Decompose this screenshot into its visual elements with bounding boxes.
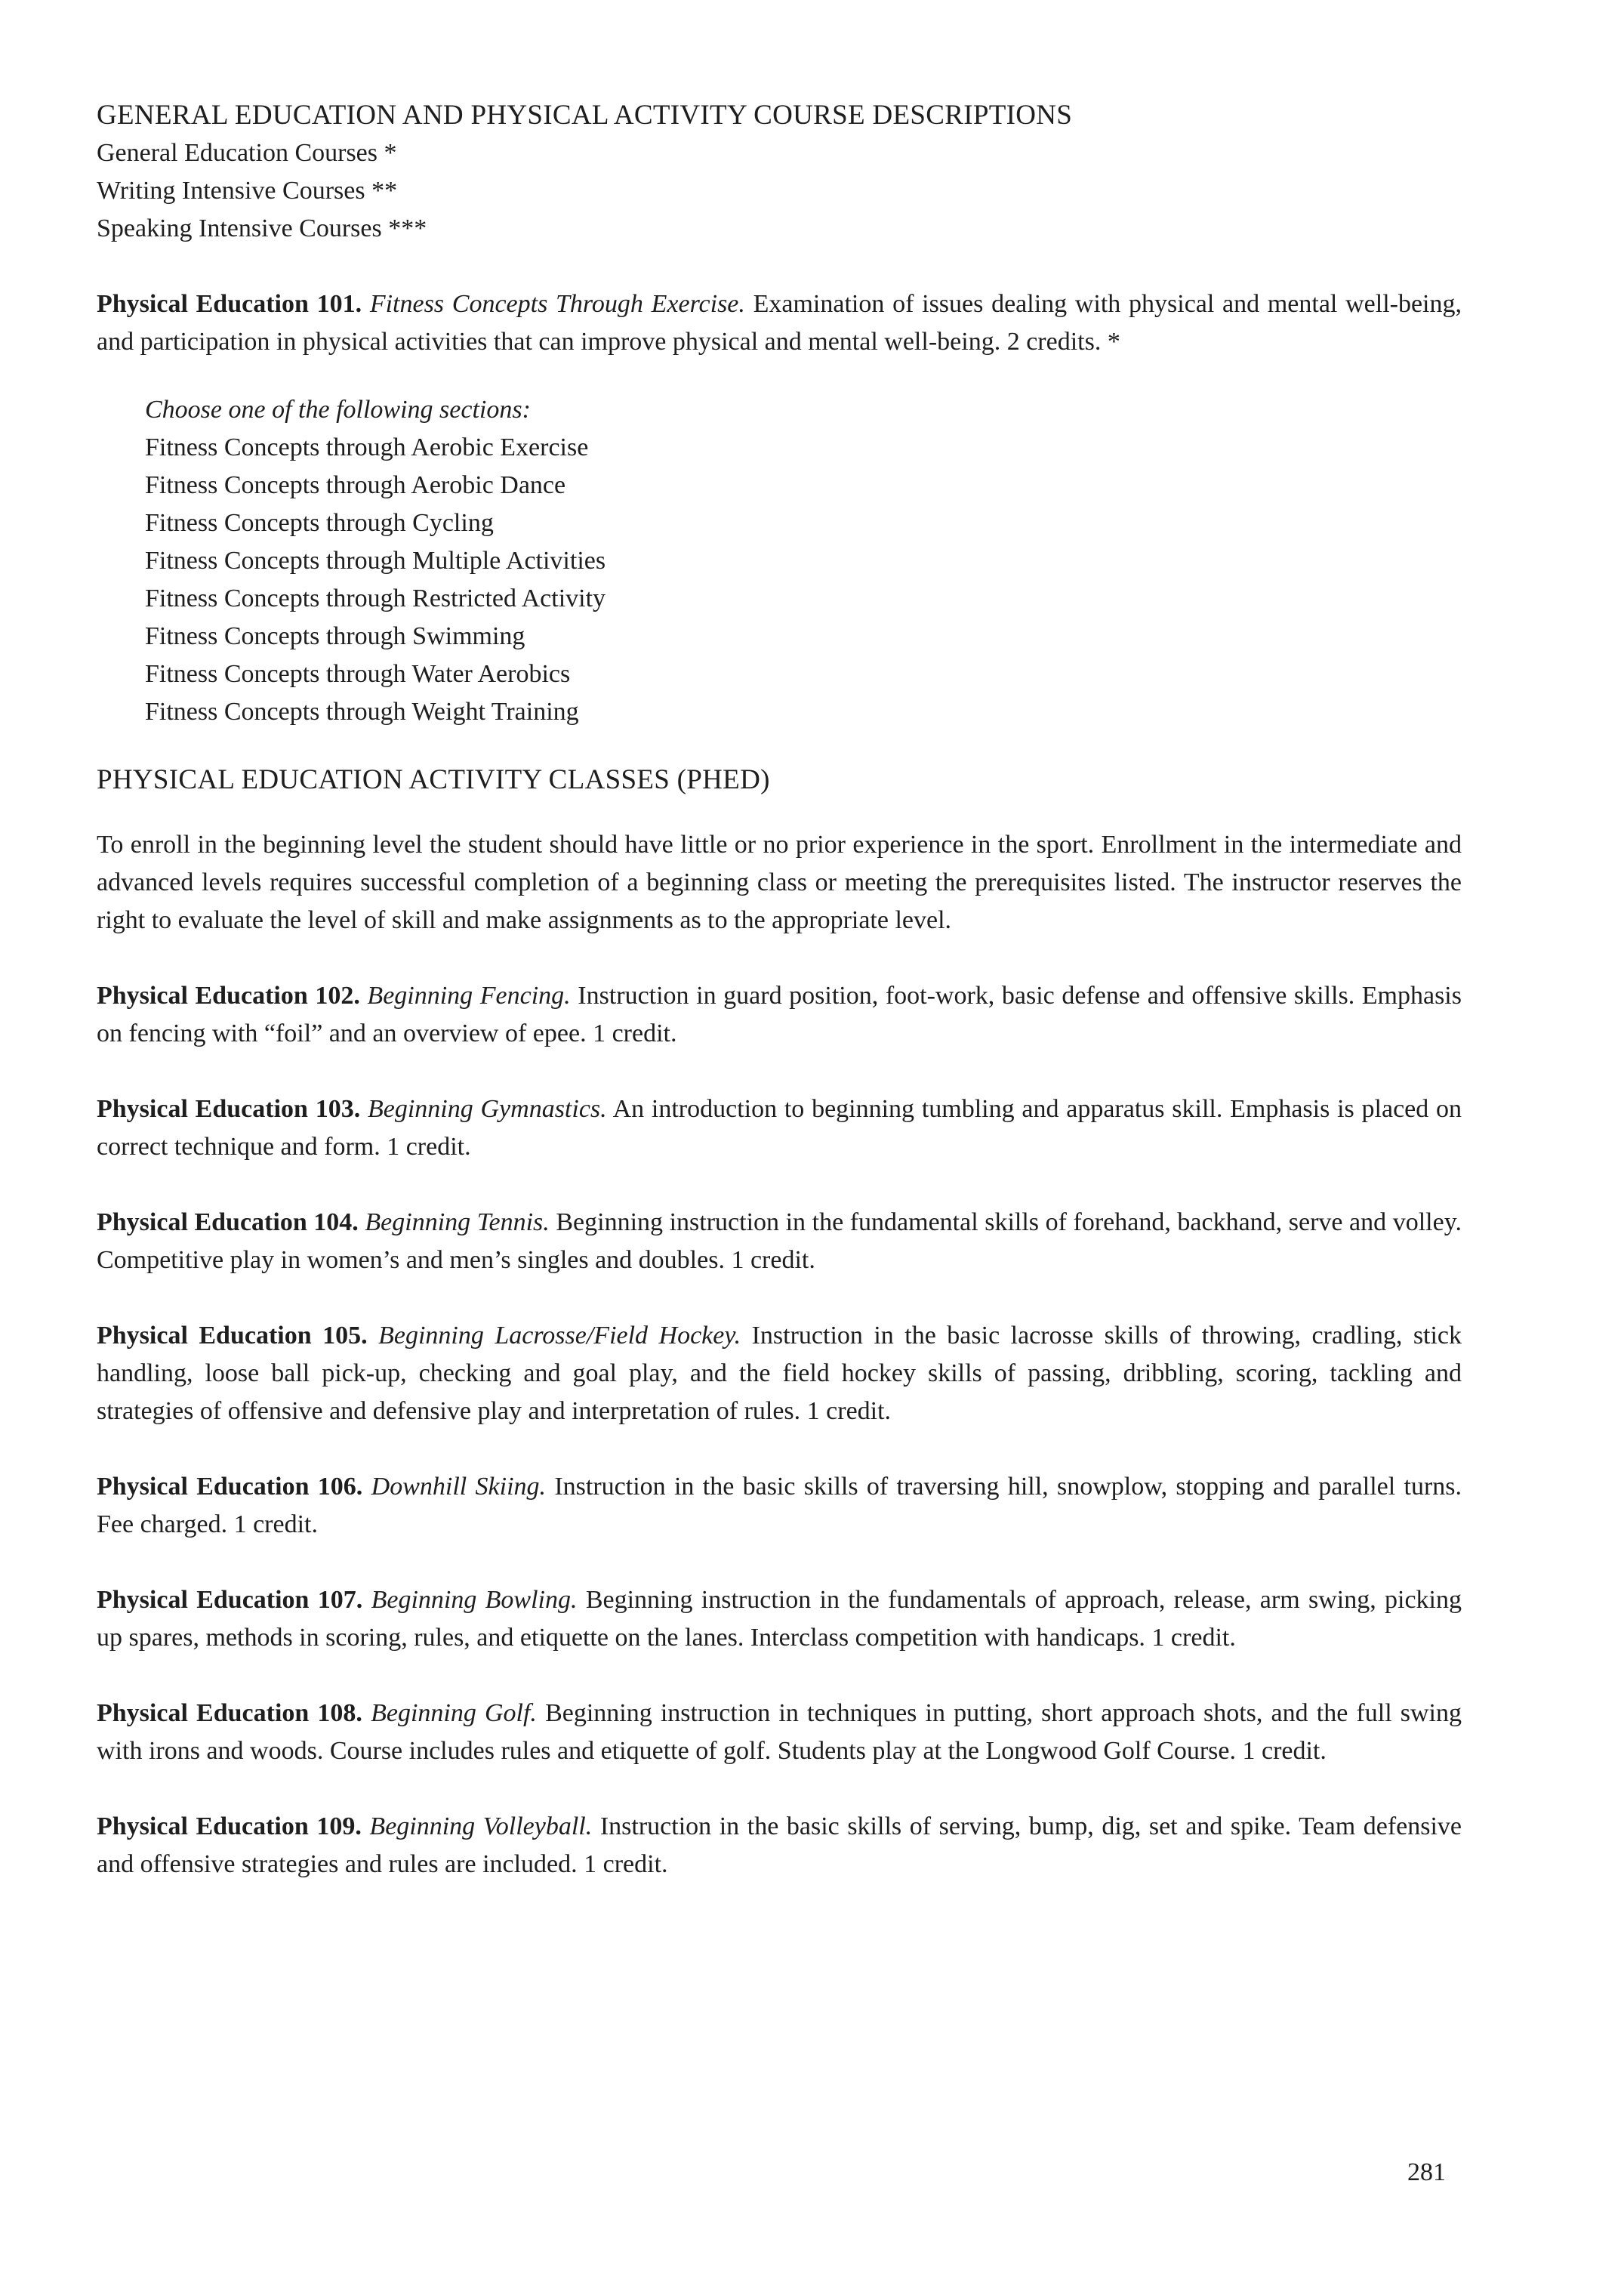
course-entry-pe103: [97, 1090, 1462, 1166]
list-item: Fitness Concepts through Aerobic Exercise: [145, 433, 589, 461]
course-title: Beginning Fencing.: [367, 982, 571, 1010]
course-code: Physical Education 104.: [97, 1208, 359, 1236]
course-entry-pe102: [97, 977, 1462, 1053]
course-description: Instruction in the basic skills of traversing hill, snowplow, stopping and parallel turns. Fee charged. 1 credit.: [97, 1473, 1462, 1538]
course-description: Beginning instruction in the fundamental skills of forehand, backhand, serve and volley. Competitive play in women’s and men’s singles and doubles. 1 credit.: [97, 1208, 1462, 1274]
course-entry-pe101: [97, 285, 1462, 361]
course-entry-pe105: [97, 1317, 1462, 1430]
course-description: Instruction in the basic skills of serving, bump, dig, set and spike. Team defensive and offensive strategies and rules are included. 1 credit.: [97, 1812, 1462, 1878]
course-code: Physical Education 108.: [97, 1699, 362, 1727]
activity-intro: To enroll in the beginning level the student should have little or no prior experience in the sport. Enrollment in the intermediate and advanced levels requires successful completion of a beginning class or meeting the prerequisites listed. The instructor reserves the right to evaluate the level of skill and make assignments as to the appropriate level.: [97, 831, 1462, 934]
section-options-list: [97, 391, 1462, 731]
course-description: An introduction to beginning tumbling and apparatus skill. Emphasis is placed on correct technique and form. 1 credit.: [97, 1095, 1462, 1161]
course-code: Physical Education 106.: [97, 1473, 363, 1501]
course-entry-pe104: [97, 1204, 1462, 1279]
course-entry-pe109: [97, 1808, 1462, 1883]
catalog-page: [97, 97, 1462, 1883]
activity-heading: PHYSICAL EDUCATION ACTIVITY CLASSES (PHED): [97, 764, 770, 795]
course-title: Beginning Lacrosse/Field Hockey.: [378, 1322, 741, 1350]
course-description: Beginning instruction in techniques in putting, short approach shots, and the full swing with irons and woods. Course includes rules and etiquette of golf. Students play at the Longwood Golf Course. 1 credit.: [97, 1699, 1462, 1765]
course-title: Beginning Bowling.: [371, 1586, 578, 1614]
section-options-lead: Choose one of the following sections:: [145, 396, 531, 424]
page-title: GENERAL EDUCATION AND PHYSICAL ACTIVITY COURSE DESCRIPTIONS: [97, 100, 1073, 131]
list-item: Fitness Concepts through Swimming: [145, 622, 525, 650]
list-item: Fitness Concepts through Restricted Activity: [145, 585, 606, 612]
course-code: Physical Education 109.: [97, 1812, 362, 1840]
key-writing-intensive: Writing Intensive Courses **: [97, 177, 398, 205]
course-description: Instruction in guard position, foot-work, basic defense and offensive skills. Emphasis on fencing with “foil” and an overview of epee. 1 credit.: [97, 982, 1462, 1047]
course-code: Physical Education 107.: [97, 1586, 363, 1614]
list-item: Fitness Concepts through Aerobic Dance: [145, 471, 566, 499]
course-title: Beginning Volleyball.: [369, 1812, 593, 1840]
course-code: Physical Education 101.: [97, 290, 362, 318]
course-title: Beginning Golf.: [371, 1699, 537, 1727]
course-title: Downhill Skiing.: [371, 1473, 547, 1501]
course-description: Beginning instruction in the fundamentals of approach, release, arm swing, picking up spares, methods in scoring, rules, and etiquette on the lanes. Interclass competition with handicaps. 1 credit.: [97, 1586, 1462, 1652]
course-code: Physical Education 102.: [97, 982, 360, 1010]
list-item: Fitness Concepts through Water Aerobics: [145, 660, 571, 688]
list-item: Fitness Concepts through Cycling: [145, 509, 494, 537]
course-title: Fitness Concepts Through Exercise.: [369, 290, 745, 318]
list-item: Fitness Concepts through Weight Training: [145, 698, 579, 726]
key-speaking-intensive: Speaking Intensive Courses ***: [97, 214, 427, 242]
course-entry-pe108: [97, 1695, 1462, 1770]
course-description: Examination of issues dealing with physical and mental well-being, and participation in physical activities that can improve physical and mental well-being. 2 credits. *: [97, 290, 1462, 356]
course-title: Beginning Tennis.: [365, 1208, 550, 1236]
course-title: Beginning Gymnastics.: [367, 1095, 607, 1123]
course-code: Physical Education 105.: [97, 1322, 368, 1350]
course-code: Physical Education 103.: [97, 1095, 361, 1123]
course-description: Instruction in the basic lacrosse skills of throwing, cradling, stick handling, loose ball pick-up, checking and goal play, and the field hockey skills of passing, dribbling, scoring, tackling and strategies of offensive and defensive play and interpretation of rules. 1 credit.: [97, 1322, 1462, 1425]
page-header: [97, 97, 1462, 248]
course-entry-pe107: [97, 1581, 1462, 1657]
course-entry-pe106: [97, 1468, 1462, 1544]
list-item: Fitness Concepts through Multiple Activities: [145, 547, 606, 575]
page-number: 281: [1407, 2158, 1446, 2186]
key-general-education: General Education Courses *: [97, 139, 397, 167]
